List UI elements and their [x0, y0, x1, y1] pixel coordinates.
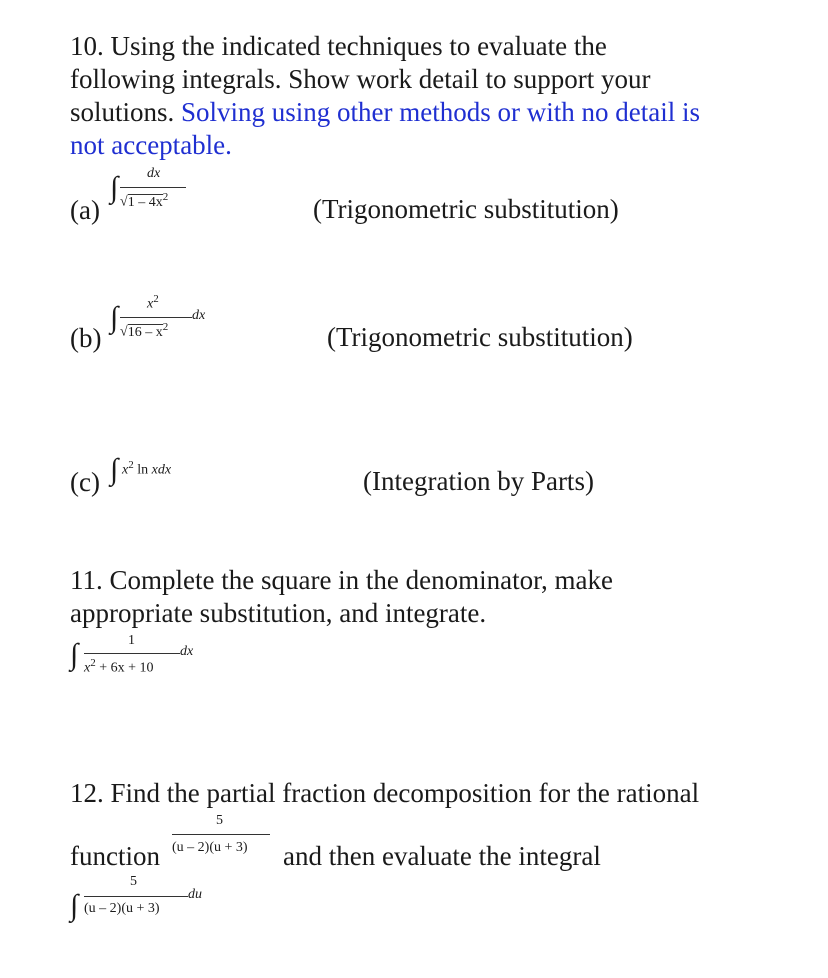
q11-den-rest: + 6x + 10: [95, 660, 154, 676]
q11-line2: appropriate substitution, and integrate.: [70, 598, 487, 628]
q12-function-word: function: [70, 841, 160, 871]
part-a-denominator: [120, 191, 168, 211]
part-a-radicand: 1 – 4x: [127, 194, 163, 210]
q10-line4: not acceptable.: [70, 130, 232, 160]
part-b-label: (b): [70, 323, 102, 353]
q12-fraction-bar: [172, 834, 270, 835]
sqrt-icon: √: [120, 324, 128, 340]
q10-line3: [70, 96, 700, 129]
q11-denominator: [84, 657, 154, 677]
sqrt-icon: √: [120, 194, 128, 210]
q12-line1: 12. Find the partial fraction decomposition for the rational: [70, 778, 700, 808]
q12-frac-numerator: 5: [216, 813, 223, 828]
q10-line1: 10. Using the indicated techniques to evaluate the: [70, 31, 607, 61]
q12-frac-denominator: (u – 2)(u + 3): [172, 840, 248, 855]
part-c-ln: ln: [137, 462, 149, 478]
q12-int-denominator: (u – 2)(u + 3): [84, 901, 160, 916]
part-b-numerator: [147, 293, 159, 313]
part-b-fraction-bar: [120, 317, 192, 318]
q12-tail: and then evaluate the integral: [283, 841, 601, 871]
part-c-label: (c): [70, 467, 100, 497]
integral-sign: ∫: [110, 301, 119, 334]
part-a-exponent: 2: [162, 191, 169, 203]
part-c-tail: xdx: [151, 462, 172, 478]
part-c-x: x: [122, 462, 129, 478]
part-a-label: (a): [70, 195, 100, 225]
q11-dx: dx: [180, 644, 194, 659]
q10-line3-black: solutions.: [70, 97, 175, 127]
integral-sign: ∫: [70, 889, 79, 922]
q12-du: du: [188, 887, 202, 902]
q11-numerator: 1: [128, 633, 135, 648]
q11-line1: 11. Complete the square in the denominator, make: [70, 565, 614, 595]
part-c-exponent: 2: [128, 459, 134, 471]
part-b-num-exponent: 2: [153, 293, 159, 305]
q11-fraction-bar: [84, 653, 180, 654]
q11-den-exponent: 2: [90, 657, 96, 669]
q12-int-fraction-bar: [84, 896, 188, 897]
part-b-radicand: 16 – x: [127, 324, 163, 340]
part-c-integrand: [122, 459, 171, 479]
part-b-method: (Trigonometric substitution): [327, 322, 633, 352]
integral-sign: ∫: [110, 453, 119, 486]
integral-sign: ∫: [110, 171, 119, 204]
q10-line3-blue: Solving using other methods or with no detail is: [181, 97, 701, 127]
part-b-num-x: x: [147, 296, 154, 312]
integral-sign: ∫: [70, 638, 79, 671]
q11-den-x: x: [84, 660, 91, 676]
part-b-exponent: 2: [162, 321, 169, 333]
q12-int-numerator: 5: [130, 874, 137, 889]
part-a-fraction-bar: [120, 187, 186, 188]
part-a-method: (Trigonometric substitution): [313, 194, 619, 224]
part-c-method: (Integration by Parts): [363, 466, 594, 496]
part-b-dx: dx: [192, 308, 206, 323]
part-a-numerator: dx: [147, 166, 161, 181]
q10-line2: following integrals. Show work detail to support your: [70, 64, 651, 94]
part-b-denominator: [120, 321, 168, 341]
